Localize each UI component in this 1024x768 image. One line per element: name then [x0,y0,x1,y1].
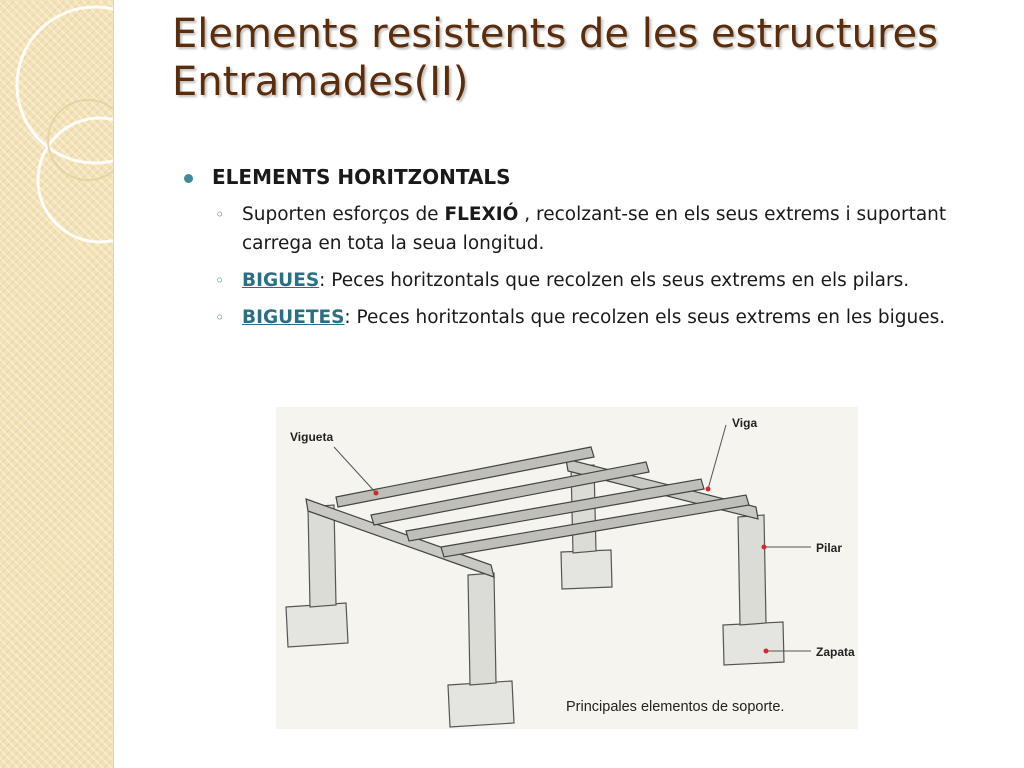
list-item [180,303,980,332]
keyword-bigues-link[interactable]: BIGUES [242,270,320,291]
structure-illustration [276,407,858,729]
item-text: : Peces horitzontals que recolzen els seus extrems en els pilars. [319,270,910,291]
support-elements-drawing [276,407,858,729]
label-pilar: Pilar [816,541,843,555]
page-title [172,10,992,106]
keyword-biguetes-link[interactable]: BIGUETES [242,307,345,328]
bullet-circle-icon: ◦ [215,271,225,290]
item-text: , recolzant-se en els seus extrems i suportant carrega en tota la seua longitud. [242,204,947,254]
item-text: : Peces horitzontals que recolzen els seus extrems en les bigues. [344,307,946,328]
bullet-circle-icon: ◦ [215,308,225,327]
section-heading-text: ELEMENTS HORITZONTALS [212,165,511,189]
figure-caption: Principales elementos de soporte. [566,699,785,715]
label-viga: Viga [732,416,758,430]
list-item [180,200,980,258]
label-zapata: Zapata [816,645,855,659]
title-line-1: Elements resistents de les estructures [172,11,938,57]
keyword-flexio: FLEXIÓ [444,204,519,225]
bullet-circle-icon: ◦ [215,205,225,224]
list-item [180,266,980,295]
decorative-sidebar [0,0,114,768]
title-line-2: Entramades(II) [172,59,469,105]
item-text: Suporten esforços de [242,204,445,225]
bullet-dot-icon [184,174,193,183]
label-vigueta: Vigueta [290,430,334,444]
decorative-circles [0,0,113,330]
section-heading [180,162,980,192]
slide-content [180,162,980,332]
